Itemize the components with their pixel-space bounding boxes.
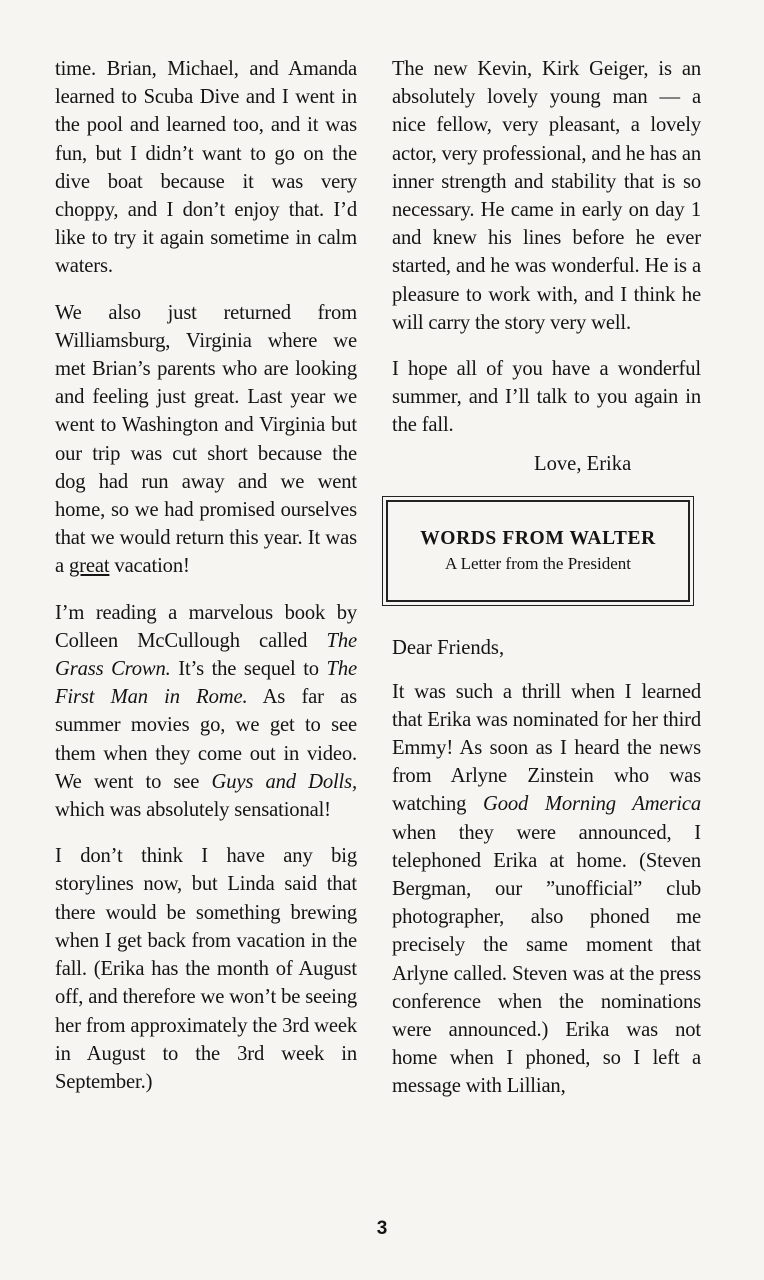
paragraph-emmy [392, 678, 701, 1101]
emphasis-great: great [69, 555, 110, 578]
signoff: Love, Erika [534, 452, 632, 475]
text-run: We also just returned from Williamsburg, Virginia where we met Brian’s parents who are looking and feeling just great. Last year we went to Washington and Virginia but our trip was cut short because the dog had run away and we went home, so we had promised ourselves that we would return this year. It was a [55, 301, 357, 578]
section-title: WORDS FROM WALTER [420, 527, 656, 549]
greeting: Dear Friends, [392, 636, 505, 659]
movie-title: Guys and Dolls, [211, 770, 357, 793]
text-run: It was such a thrill when I learned that Erika was nominated for her third Emmy! As soon as I heard the news from Arlyne Zinstein who was watching [392, 680, 701, 816]
paragraph-books-movies [55, 599, 357, 825]
paragraph-williamsburg [55, 299, 357, 581]
paragraph-storylines: I don’t think I have any big storylines now, but Linda said that there would be something brewing when I get back from vacation in the fall. (Erika has the month of August off, and therefore we won’t be seeing her from approximately the 3rd week in August to the 3rd week in September.) [55, 845, 357, 1093]
paragraph-kevin: The new Kevin, Kirk Geiger, is an absolutely lovely young man — a nice fellow, very pleasant, a lovely actor, very professional, and he has an inner strength and stability that is so necessary. He came in early on day 1 and knew his lines before he ever started, and he was wonderful. He is a pleasure to work with, and I think he will carry the story very well. [392, 58, 701, 334]
show-title: Good Morning America [483, 793, 701, 816]
text-run: I’m reading a marvelous book by Colleen McCullough called [55, 601, 357, 652]
page-number: 3 [376, 1218, 388, 1239]
paragraph-summer: I hope all of you have a wonderful summer, and I’ll talk to you again in the fall. [392, 358, 701, 437]
book-title: The Grass Crown. [55, 629, 357, 681]
book-title: The First Man in Rome. [55, 658, 357, 709]
left-column [55, 55, 357, 1114]
text-run: when they were announced, I telephoned Erika at home. (Steven Bergman, our ”unofficial” club photographer, also phoned me precisely the same moment that Arlyne called. Steven was at the press conference when the nominations were announced.) Erika was not home when I phoned, so I left a message with Lillian, [392, 821, 701, 1098]
section-header-box [386, 500, 690, 602]
text-run: As far as summer movies go, we get to see them when they come out in video. We went to see [55, 686, 357, 793]
text-run: It’s the sequel to [170, 658, 327, 681]
text-run: vacation! [109, 555, 190, 578]
section-subtitle: A Letter from the President [444, 553, 631, 573]
text-run: which was absolutely sensational! [55, 799, 331, 822]
right-column [392, 55, 701, 1119]
paragraph-scuba: time. Brian, Michael, and Amanda learned to Scuba Dive and I went in the pool and learned too, and it was fun, but I didn’t want to go on the dive boat because it was very choppy, and I don’t enjoy that. I’d like to try it again sometime in calm waters. [55, 58, 357, 278]
